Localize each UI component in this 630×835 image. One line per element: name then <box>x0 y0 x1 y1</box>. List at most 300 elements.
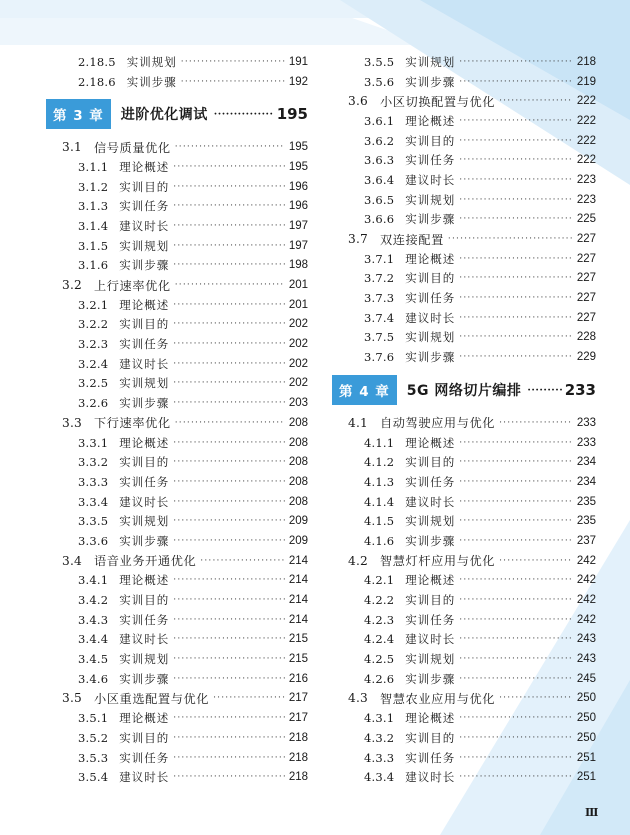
entry-page: 197 <box>288 219 308 232</box>
entry-number: 3.4.1 <box>78 573 109 588</box>
toc-subsection-entry[interactable] <box>348 472 596 492</box>
entry-page: 217 <box>288 692 308 705</box>
leader-dots <box>173 260 285 270</box>
entry-page: 234 <box>576 475 596 488</box>
toc-subsection-entry[interactable] <box>348 649 596 669</box>
toc-subsection-entry[interactable] <box>348 630 596 650</box>
entry-page: 222 <box>576 95 596 108</box>
entry-number: 4.2.6 <box>364 671 395 686</box>
toc-right-column <box>339 52 596 787</box>
leader-dots <box>173 713 285 723</box>
entry-number: 4.3 <box>348 691 368 706</box>
entry-page: 208 <box>288 416 308 429</box>
entry-title: 信号质量优化 <box>93 140 171 155</box>
leader-dots <box>173 457 285 467</box>
entry-number: 3.6.3 <box>364 153 395 168</box>
entry-page: 214 <box>288 594 308 607</box>
entry-page: 203 <box>288 397 308 410</box>
entry-title: 理论概述 <box>119 297 170 312</box>
entry-title: 实训目的 <box>405 455 456 470</box>
toc-subsection-entry[interactable] <box>62 196 308 216</box>
entry-page: 215 <box>288 633 308 646</box>
entry-title: 实训任务 <box>119 337 170 352</box>
toc-subsection-entry[interactable] <box>62 748 308 768</box>
entry-page: 233 <box>576 436 596 449</box>
toc-subsection-entry[interactable] <box>348 590 596 610</box>
toc-subsection-entry[interactable] <box>62 531 308 551</box>
entry-page: 242 <box>576 613 596 626</box>
toc-section-entry[interactable] <box>348 689 596 709</box>
entry-title: 实训步骤 <box>405 533 456 548</box>
leader-dots <box>173 162 285 172</box>
entry-number: 3.4.3 <box>78 612 109 627</box>
leader-dots <box>448 234 573 244</box>
entry-page: 214 <box>288 554 308 567</box>
entry-number: 3.1 <box>62 140 82 155</box>
entry-title: 自动驾驶应用与优化 <box>379 416 496 431</box>
toc-subsection-entry[interactable] <box>348 131 596 151</box>
entry-title: 实训任务 <box>119 474 170 489</box>
leader-dots <box>173 516 285 526</box>
entry-page: 222 <box>576 114 596 127</box>
entry-title: 建议时长 <box>405 310 456 325</box>
toc-subsection-entry[interactable] <box>62 630 308 650</box>
entry-title: 下行速率优化 <box>93 416 171 431</box>
entry-number: 3.4.2 <box>78 593 109 608</box>
entry-page: 196 <box>288 200 308 213</box>
toc-subsection-entry[interactable] <box>348 170 596 190</box>
toc-subsection-entry[interactable] <box>348 669 596 689</box>
entry-title: 实训任务 <box>405 750 456 765</box>
entry-page: 216 <box>288 672 308 685</box>
toc-subsection-entry[interactable] <box>348 190 596 210</box>
toc-subsection-entry[interactable] <box>348 111 596 131</box>
entry-number: 3.3.6 <box>78 533 109 548</box>
toc-subsection-entry[interactable] <box>62 452 308 472</box>
leader-dots <box>459 57 573 67</box>
toc-subsection-entry[interactable] <box>62 708 308 728</box>
toc-subsection-entry[interactable] <box>62 157 308 177</box>
toc-section-entry[interactable] <box>62 551 308 571</box>
entry-page: 243 <box>576 633 596 646</box>
entry-page: 218 <box>288 731 308 744</box>
toc-subsection-entry[interactable] <box>348 452 596 472</box>
leader-dots <box>459 332 573 342</box>
entry-number: 3.2.1 <box>78 297 109 312</box>
entry-number: 3.4 <box>62 553 82 568</box>
entry-number: 3.7.3 <box>364 291 395 306</box>
entry-number: 4.1.1 <box>364 435 395 450</box>
entry-title: 实训步骤 <box>405 350 456 365</box>
toc-subsection-entry[interactable] <box>62 52 308 72</box>
entry-number: 3.2.5 <box>78 376 109 391</box>
entry-number: 3.4.6 <box>78 671 109 686</box>
leader-dots <box>459 713 573 723</box>
chapter-heading[interactable] <box>46 99 308 129</box>
entry-page: 245 <box>576 672 596 685</box>
entry-number: 3.2 <box>62 278 82 293</box>
leader-dots <box>173 241 285 251</box>
entry-title: 理论概述 <box>119 711 170 726</box>
entry-title: 实训规划 <box>119 376 170 391</box>
entry-title: 实训目的 <box>119 730 170 745</box>
entry-title: 实训任务 <box>405 612 456 627</box>
toc-subsection-entry[interactable] <box>62 669 308 689</box>
leader-dots <box>459 155 573 165</box>
leader-dots <box>459 634 573 644</box>
leader-dots <box>459 313 573 323</box>
entry-page: 223 <box>576 173 596 186</box>
toc-section-entry[interactable] <box>348 551 596 571</box>
entry-number: 3.5.3 <box>78 750 109 765</box>
leader-dots <box>173 319 285 329</box>
entry-number: 3.5.6 <box>364 74 395 89</box>
entry-page: 208 <box>288 456 308 469</box>
entry-number: 3.5.1 <box>78 711 109 726</box>
entry-title: 实训规划 <box>405 192 456 207</box>
entry-title: 实训规划 <box>119 238 170 253</box>
chapter-page: 233 <box>564 381 596 399</box>
entry-page: 209 <box>288 515 308 528</box>
toc-subsection-entry[interactable] <box>62 256 308 276</box>
entry-title: 建议时长 <box>119 218 170 233</box>
toc-subsection-entry[interactable] <box>348 511 596 531</box>
entry-page: 250 <box>576 692 596 705</box>
entry-title: 实训步骤 <box>119 533 170 548</box>
leader-dots <box>214 109 274 120</box>
entry-number: 3.6.1 <box>364 113 395 128</box>
toc-subsection-entry[interactable] <box>62 610 308 630</box>
entry-title: 建议时长 <box>119 632 170 647</box>
leader-dots <box>173 654 285 664</box>
leader-dots <box>173 634 285 644</box>
entry-page: 214 <box>288 574 308 587</box>
entry-number: 2.18.6 <box>78 74 116 89</box>
leader-dots <box>173 497 285 507</box>
entry-title: 实训目的 <box>119 593 170 608</box>
toc-subsection-entry[interactable] <box>348 433 596 453</box>
toc-section-entry[interactable] <box>348 413 596 433</box>
entry-title: 实训步骤 <box>405 74 456 89</box>
leader-dots <box>499 96 573 106</box>
entry-number: 3.4.4 <box>78 632 109 647</box>
entry-number: 4.3.4 <box>364 770 395 785</box>
leader-dots <box>175 280 285 290</box>
leader-dots <box>173 753 285 763</box>
leader-dots <box>499 693 573 703</box>
toc-subsection-entry[interactable] <box>62 728 308 748</box>
entry-number: 3.6.2 <box>364 133 395 148</box>
toc-subsection-entry[interactable] <box>348 210 596 230</box>
entry-title: 建议时长 <box>119 494 170 509</box>
toc-subsection-entry[interactable] <box>62 590 308 610</box>
toc-subsection-entry[interactable] <box>348 571 596 591</box>
entry-page: 227 <box>576 292 596 305</box>
toc-left-column <box>53 52 308 787</box>
toc-subsection-entry[interactable] <box>348 347 596 367</box>
entry-page: 208 <box>288 436 308 449</box>
entry-page: 235 <box>576 515 596 528</box>
leader-dots <box>459 575 573 585</box>
toc-subsection-entry[interactable] <box>62 216 308 236</box>
entry-page: 243 <box>576 653 596 666</box>
entry-page: 250 <box>576 731 596 744</box>
entry-title: 建议时长 <box>405 770 456 785</box>
chapter-heading[interactable] <box>332 375 596 405</box>
toc-subsection-entry[interactable] <box>348 288 596 308</box>
entry-title: 建议时长 <box>405 632 456 647</box>
leader-dots <box>173 536 285 546</box>
leader-dots <box>459 136 573 146</box>
entry-number: 3.6.6 <box>364 212 395 227</box>
entry-page: 251 <box>576 771 596 784</box>
entry-page: 201 <box>288 298 308 311</box>
leader-dots <box>459 352 573 362</box>
entry-title: 建议时长 <box>119 770 170 785</box>
entry-number: 3.4.5 <box>78 652 109 667</box>
entry-number: 3.7.4 <box>364 310 395 325</box>
entry-number: 4.1 <box>348 415 368 430</box>
toc-subsection-entry[interactable] <box>62 767 308 787</box>
leader-dots <box>459 674 573 684</box>
toc-subsection-entry[interactable] <box>348 531 596 551</box>
toc-subsection-entry[interactable] <box>62 177 308 197</box>
entry-title: 实训规划 <box>119 514 170 529</box>
entry-title: 实训规划 <box>405 330 456 345</box>
toc-section-entry[interactable] <box>62 275 308 295</box>
entry-page: 227 <box>576 252 596 265</box>
page-number: Ⅲ <box>585 806 598 819</box>
toc-subsection-entry[interactable] <box>62 295 308 315</box>
entry-number: 3.7.6 <box>364 350 395 365</box>
toc-subsection-entry[interactable] <box>62 571 308 591</box>
leader-dots <box>181 57 285 67</box>
toc-subsection-entry[interactable] <box>62 72 308 92</box>
entry-page: 222 <box>576 154 596 167</box>
entry-page: 195 <box>288 160 308 173</box>
toc-subsection-entry[interactable] <box>348 52 596 72</box>
leader-dots <box>173 300 285 310</box>
entry-page: 195 <box>288 141 308 154</box>
entry-page: 209 <box>288 534 308 547</box>
entry-number: 3.2.4 <box>78 356 109 371</box>
entry-page: 192 <box>288 75 308 88</box>
entry-page: 227 <box>576 272 596 285</box>
leader-dots <box>173 378 285 388</box>
leader-dots <box>459 733 573 743</box>
entry-page: 223 <box>576 193 596 206</box>
entry-page: 202 <box>288 318 308 331</box>
entry-title: 实训目的 <box>405 593 456 608</box>
toc-subsection-entry[interactable] <box>62 492 308 512</box>
entry-number: 3.1.2 <box>78 179 109 194</box>
entry-number: 3.5.5 <box>364 54 395 69</box>
entry-title: 理论概述 <box>119 435 170 450</box>
entry-page: 242 <box>576 554 596 567</box>
entry-title: 实训任务 <box>119 750 170 765</box>
entry-title: 小区切换配置与优化 <box>379 94 496 109</box>
toc-subsection-entry[interactable] <box>348 767 596 787</box>
toc-subsection-entry[interactable] <box>348 748 596 768</box>
entry-title: 实训任务 <box>405 153 456 168</box>
entry-title: 实训任务 <box>119 612 170 627</box>
entry-title: 上行速率优化 <box>93 278 171 293</box>
leader-dots <box>173 674 285 684</box>
toc-subsection-entry[interactable] <box>348 328 596 348</box>
entry-title: 实训规划 <box>405 54 456 69</box>
leader-dots <box>459 654 573 664</box>
entry-title: 实训规划 <box>119 652 170 667</box>
entry-number: 4.2.2 <box>364 593 395 608</box>
leader-dots <box>459 116 573 126</box>
entry-page: 219 <box>576 75 596 88</box>
entry-number: 3.3 <box>62 415 82 430</box>
entry-title: 智慧灯杆应用与优化 <box>379 554 496 569</box>
entry-page: 222 <box>576 134 596 147</box>
toc-section-entry[interactable] <box>62 413 308 433</box>
leader-dots <box>499 418 573 428</box>
entry-title: 实训目的 <box>119 317 170 332</box>
leader-dots <box>459 477 573 487</box>
leader-dots <box>459 536 573 546</box>
toc-subsection-entry[interactable] <box>348 308 596 328</box>
toc-subsection-entry[interactable] <box>62 374 308 394</box>
entry-title: 实训目的 <box>405 271 456 286</box>
entry-title: 实训步骤 <box>119 671 170 686</box>
entry-title: 智慧农业应用与优化 <box>379 691 496 706</box>
entry-number: 4.1.3 <box>364 474 395 489</box>
entry-page: 234 <box>576 456 596 469</box>
toc-subsection-entry[interactable] <box>62 511 308 531</box>
leader-dots <box>175 418 285 428</box>
toc-section-entry[interactable] <box>62 137 308 157</box>
entry-number: 4.2.4 <box>364 632 395 647</box>
toc-subsection-entry[interactable] <box>348 492 596 512</box>
leader-dots <box>173 182 285 192</box>
toc-subsection-entry[interactable] <box>62 236 308 256</box>
entry-page: 191 <box>288 55 308 68</box>
entry-page: 218 <box>288 771 308 784</box>
entry-number: 3.1.1 <box>78 159 109 174</box>
entry-page: 229 <box>576 351 596 364</box>
toc-subsection-entry[interactable] <box>62 354 308 374</box>
entry-number: 3.6 <box>348 94 368 109</box>
toc-subsection-entry[interactable] <box>348 610 596 630</box>
entry-number: 3.2.3 <box>78 337 109 352</box>
chapter-title: 进阶优化调试 <box>120 107 208 124</box>
entry-number: 3.1.5 <box>78 238 109 253</box>
entry-title: 实训规划 <box>405 652 456 667</box>
leader-dots <box>173 398 285 408</box>
entry-page: 227 <box>576 311 596 324</box>
entry-number: 4.1.4 <box>364 494 395 509</box>
chapter-page: 195 <box>276 105 308 124</box>
leader-dots <box>459 516 573 526</box>
entry-title: 理论概述 <box>405 435 456 450</box>
entry-number: 3.7.1 <box>364 251 395 266</box>
toc-section-entry[interactable] <box>348 229 596 249</box>
toc-subsection-entry[interactable] <box>62 472 308 492</box>
entry-title: 建议时长 <box>405 494 456 509</box>
leader-dots <box>173 733 285 743</box>
entry-number: 3.7.5 <box>364 330 395 345</box>
leader-dots <box>173 339 285 349</box>
entry-title: 实训任务 <box>405 474 456 489</box>
entry-number: 4.1.5 <box>364 514 395 529</box>
entry-page: 214 <box>288 613 308 626</box>
entry-page: 218 <box>576 55 596 68</box>
toc-subsection-entry[interactable] <box>62 315 308 335</box>
leader-dots <box>173 595 285 605</box>
entry-page: 227 <box>576 233 596 246</box>
leader-dots <box>459 753 573 763</box>
toc-subsection-entry[interactable] <box>348 150 596 170</box>
entry-number: 3.1.3 <box>78 199 109 214</box>
toc-subsection-entry[interactable] <box>348 728 596 748</box>
entry-number: 3.6.4 <box>364 172 395 187</box>
entry-title: 建议时长 <box>119 356 170 371</box>
leader-dots <box>173 221 285 231</box>
entry-page: 208 <box>288 475 308 488</box>
leader-dots <box>459 457 573 467</box>
leader-dots <box>175 142 285 152</box>
entry-page: 201 <box>288 279 308 292</box>
leader-dots <box>173 201 285 211</box>
entry-title: 理论概述 <box>405 113 456 128</box>
leader-dots <box>173 575 285 585</box>
entry-title: 实训目的 <box>405 133 456 148</box>
toc-subsection-entry[interactable] <box>348 269 596 289</box>
entry-number: 3.5.4 <box>78 770 109 785</box>
entry-number: 4.1.2 <box>364 455 395 470</box>
entry-number: 3.3.1 <box>78 435 109 450</box>
entry-number: 4.3.1 <box>364 711 395 726</box>
entry-title: 双连接配置 <box>379 232 444 247</box>
leader-dots <box>213 693 285 703</box>
toc-subsection-entry[interactable] <box>348 249 596 269</box>
entry-title: 小区重选配置与优化 <box>93 691 210 706</box>
entry-page: 242 <box>576 594 596 607</box>
entry-number: 3.5.2 <box>78 730 109 745</box>
entry-page: 251 <box>576 751 596 764</box>
leader-dots <box>459 438 573 448</box>
entry-page: 218 <box>288 751 308 764</box>
entry-number: 4.1.6 <box>364 533 395 548</box>
entry-title: 实训步骤 <box>405 671 456 686</box>
entry-number: 3.5 <box>62 691 82 706</box>
toc-section-entry[interactable] <box>62 689 308 709</box>
entry-page: 217 <box>288 712 308 725</box>
entry-number: 4.3.3 <box>364 750 395 765</box>
toc-subsection-entry[interactable] <box>348 708 596 728</box>
toc-subsection-entry[interactable] <box>62 334 308 354</box>
leader-dots <box>459 175 573 185</box>
entry-number: 4.2.1 <box>364 573 395 588</box>
toc-section-entry[interactable] <box>348 91 596 111</box>
toc-subsection-entry[interactable] <box>62 433 308 453</box>
toc-subsection-entry[interactable] <box>348 72 596 92</box>
leader-dots <box>173 359 285 369</box>
entry-title: 建议时长 <box>405 172 456 187</box>
entry-page: 233 <box>576 416 596 429</box>
leader-dots <box>173 615 285 625</box>
toc-subsection-entry[interactable] <box>62 393 308 413</box>
entry-title: 实训目的 <box>405 730 456 745</box>
chapter-label: 第 4 章 <box>332 375 397 405</box>
leader-dots <box>200 556 285 566</box>
toc-subsection-entry[interactable] <box>62 649 308 669</box>
entry-number: 3.1.4 <box>78 218 109 233</box>
